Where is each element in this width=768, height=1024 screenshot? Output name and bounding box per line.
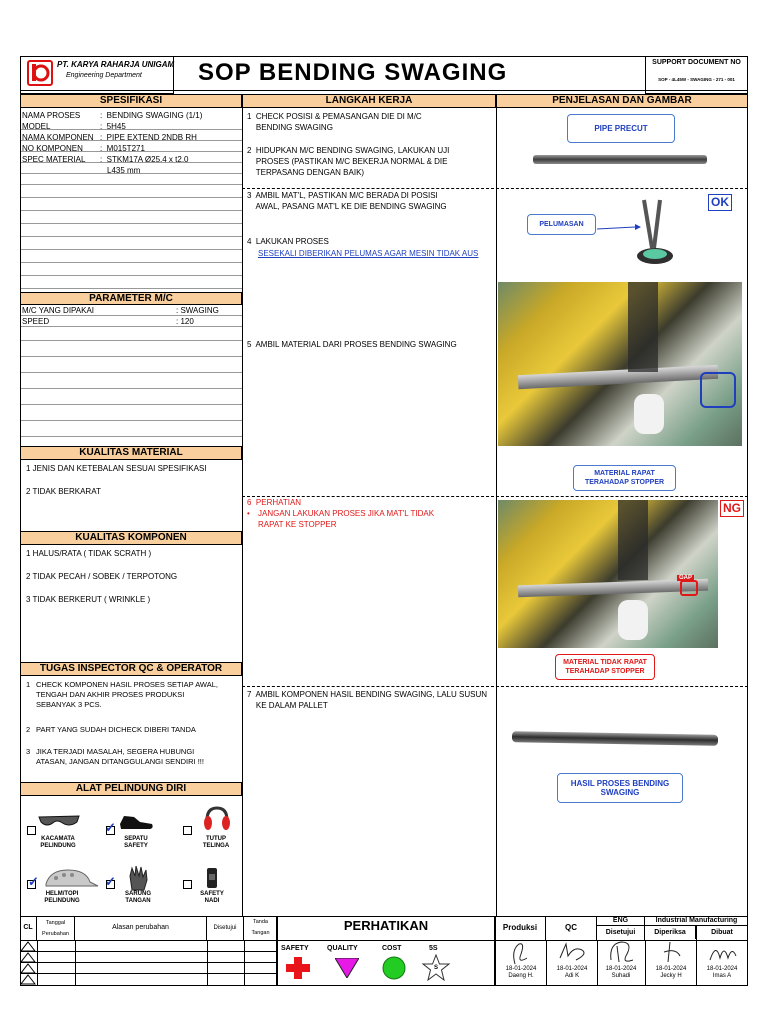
- header-rule: [20, 90, 748, 91]
- divider-dashed: [242, 188, 748, 189]
- rapat-callout: MATERIAL RAPAT TERAHADAP STOPPER: [573, 465, 676, 491]
- safety-label: SAFETY: [281, 945, 309, 952]
- quality-triangle-icon: [335, 958, 359, 983]
- goggles-icon: [37, 812, 81, 835]
- cost-label: COST: [382, 945, 402, 952]
- spec-value: : PIPE EXTEND 2NDB RH: [100, 133, 197, 142]
- support-doc-number: SOP - 4L45W - SWAGING - 271 - 001: [658, 77, 735, 82]
- sig-date: 18-01-2024: [605, 966, 637, 972]
- spec-row: NAMA PROSES: [22, 111, 81, 120]
- five-s-star-text: S: [433, 965, 438, 971]
- param-value: : SWAGING: [176, 306, 219, 315]
- tanggal-header: Tanggal Perubahan: [37, 916, 75, 940]
- step-4: 4 LAKUKAN PROSES: [247, 237, 329, 246]
- sig-name: Daeng H.: [508, 973, 534, 979]
- spec-value: L435 mm: [107, 166, 141, 175]
- sig-name: Imas A: [712, 973, 732, 979]
- machine-photo-ok: [498, 282, 742, 446]
- sig-date: 18-01-2024: [505, 966, 537, 972]
- cl-header: CL: [20, 916, 37, 940]
- sig-name: Jecky H: [660, 973, 682, 979]
- department-name: Engineering Department: [66, 72, 142, 79]
- param-value: : 120: [176, 317, 194, 326]
- apd-label: HELM/TOPI PELINDUNG: [44, 891, 80, 904]
- penjelasan-header: PENJELASAN DAN GAMBAR: [496, 94, 748, 108]
- divider-dashed: [242, 496, 748, 497]
- param-row: SPEED: [22, 317, 50, 326]
- spec-value: : 5H45: [100, 122, 126, 131]
- company-name: PT. KARYA RAHARJA UNIGAM: [57, 60, 175, 69]
- approval-col: [597, 940, 598, 986]
- step-1: 1 CHECK POSISI & PEMASANGAN DIE DI M/C BENDING SWAGING: [247, 112, 422, 132]
- kualitas-material-header: KUALITAS MATERIAL: [20, 446, 242, 460]
- step-5: 5 AMBIL MATERIAL DARI PROSES BENDING SWAGING: [247, 340, 457, 349]
- produksi-header: Produksi: [495, 916, 546, 940]
- sig-name: Adi K: [564, 973, 580, 979]
- page-title: SOP BENDING SWAGING: [198, 59, 508, 86]
- apd-label: SEPATU SAFETY: [124, 836, 148, 849]
- machine-photo-ng: [498, 500, 718, 648]
- spec-row: NAMA KOMPONEN: [22, 133, 94, 142]
- apd-label: TUTUP TELINGA: [202, 836, 230, 849]
- langkah-header: LANGKAH KERJA: [242, 94, 496, 108]
- tugas-item: 1 CHECK KOMPONEN HASIL PROSES SETIAP AWAL, TENGAH DAN AKHIR PROSES PRODUKSI SEBANYAK 3 PCS.: [26, 680, 218, 709]
- apd-checkbox-tutup-telinga[interactable]: [183, 826, 192, 835]
- step-4-note[interactable]: SESEKALI DIBERIKAN PELUMAS AGAR MESIN TIDAK AUS: [258, 249, 479, 258]
- col-divider-1: [242, 94, 243, 916]
- parameter-header: PARAMETER M/C: [20, 292, 242, 305]
- step-3: 3 AMBIL MAT'L, PASTIKAN M/C BERADA DI POSISI AWAL, PASANG MAT'L KE DIE BENDING SWAGING: [247, 191, 447, 211]
- kualitas-material-item: 2 TIDAK BERKARAT: [26, 487, 101, 496]
- spec-row: MODEL: [22, 122, 51, 131]
- pelumasan-callout: PELUMASAN: [527, 214, 596, 235]
- tidak-rapat-callout: MATERIAL TIDAK RAPAT TERAHADAP STOPPER: [555, 654, 655, 680]
- spec-value: : STKM17A Ø25.4 x t2.0: [100, 155, 189, 164]
- step-7: 7 AMBIL KOMPONEN HASIL BENDING SWAGING, LALU SUSUN KE DALAM PALLET: [247, 690, 488, 710]
- perhatikan-rule: [277, 940, 495, 941]
- shoe-icon: [118, 810, 156, 837]
- step-2: 2 HIDUPKAN M/C BENDING SWAGING, LAKUKAN UJI PROSES (PASTIKAN M/C BEKERJA NORMAL & DIE TERPASANG DENGAN BAIK): [247, 146, 450, 177]
- tanda-header: Tanda Tangan: [251, 919, 270, 936]
- param-row: M/C YANG DIPAKAI: [22, 306, 95, 315]
- quality-label: QUALITY: [327, 945, 358, 952]
- approval-col: [546, 940, 547, 986]
- kualitas-komponen-item: 3 TIDAK BERKERUT ( WRINKLE ): [26, 595, 151, 604]
- kualitas-komponen-item: 2 TIDAK PECAH / SOBEK / TERPOTONG: [26, 572, 178, 581]
- spec-row: NO KOMPONEN: [22, 144, 83, 153]
- sig-name: Suhadi: [611, 973, 631, 979]
- tugas-item: 2 PART YANG SUDAH DICHECK DIBERI TANDA: [26, 725, 196, 734]
- apd-label: SARUNG TANGAN: [124, 891, 151, 904]
- approval-col: [645, 940, 646, 986]
- spec-value: : BENDING SWAGING (1/1): [100, 111, 203, 120]
- five-s-label: 5S: [429, 945, 438, 952]
- apd-header: ALAT PELINDUNG DIRI: [20, 782, 242, 796]
- spec-value: : M015T271: [100, 144, 145, 153]
- company-logo: [27, 60, 53, 86]
- cost-circle-icon: [382, 956, 406, 985]
- spesifikasi-header: SPESIFIKASI: [20, 94, 242, 108]
- apd-checkbox-safety-nadi[interactable]: [183, 880, 192, 889]
- pipe-precut-callout: PIPE PRECUT: [567, 114, 675, 143]
- kualitas-komponen-item: 1 HALUS/RATA ( TIDAK SCRATH ): [26, 549, 152, 558]
- disetujui-header: Disetujui: [207, 916, 244, 940]
- pipe-precut-image: [533, 155, 707, 164]
- apd-checkbox-kacamata[interactable]: [27, 826, 36, 835]
- checkmark-icon: ✓: [105, 820, 116, 835]
- eng-header: ENG Disetujui: [597, 916, 645, 940]
- safety-cross-icon: [286, 957, 310, 984]
- earmuff-icon: [202, 806, 232, 837]
- tugas-header: TUGAS INSPECTOR QC & OPERATOR: [20, 662, 242, 676]
- alasan-header: Alasan perubahan: [75, 916, 207, 940]
- hasil-callout: HASIL PROSES BENDING SWAGING: [557, 773, 683, 803]
- step-6: 6 PERHATIAN: [247, 498, 302, 507]
- ok-badge: OK: [708, 194, 732, 211]
- gap-label: GAP: [679, 575, 693, 581]
- arrow-icon: [597, 220, 641, 238]
- im-header: Industrial Manufacturing Diperiksa Dibuat: [645, 916, 748, 940]
- ng-badge: NG: [720, 500, 744, 517]
- spec-row: SPEC MATERIAL: [22, 155, 86, 164]
- tugas-item: 3 JIKA TERJADI MASALAH, SEGERA HUBUNGI ATASAN, JANGAN DITANGGULANGI SENDIRI !!!: [26, 747, 204, 766]
- col-divider-2: [496, 94, 497, 916]
- perhatikan-title: PERHATIKAN: [343, 918, 429, 933]
- checkmark-icon: ✓: [28, 874, 39, 889]
- sig-date: 18-01-2024: [556, 966, 588, 972]
- sig-date: 18-01-2024: [706, 966, 738, 972]
- sig-date: 18-01-2024: [655, 966, 687, 972]
- apd-label: KACAMATA PELINDUNG: [40, 836, 76, 849]
- checkmark-icon: ✓: [105, 874, 116, 889]
- kualitas-komponen-header: KUALITAS KOMPONEN: [20, 531, 242, 545]
- qc-header: QC: [546, 916, 597, 940]
- step-6-warning: • JANGAN LAKUKAN PROSES JIKA MAT'L TIDAK RAPAT KE STOPPER: [247, 509, 435, 529]
- support-doc-label: SUPPORT DOCUMENT NO: [652, 59, 741, 66]
- apd-label: SAFETY NADI: [200, 891, 224, 904]
- divider-dashed: [242, 686, 748, 687]
- kualitas-material-item: 1 JENIS DAN KETEBALAN SESUAI SPESIFIKASI: [26, 464, 207, 473]
